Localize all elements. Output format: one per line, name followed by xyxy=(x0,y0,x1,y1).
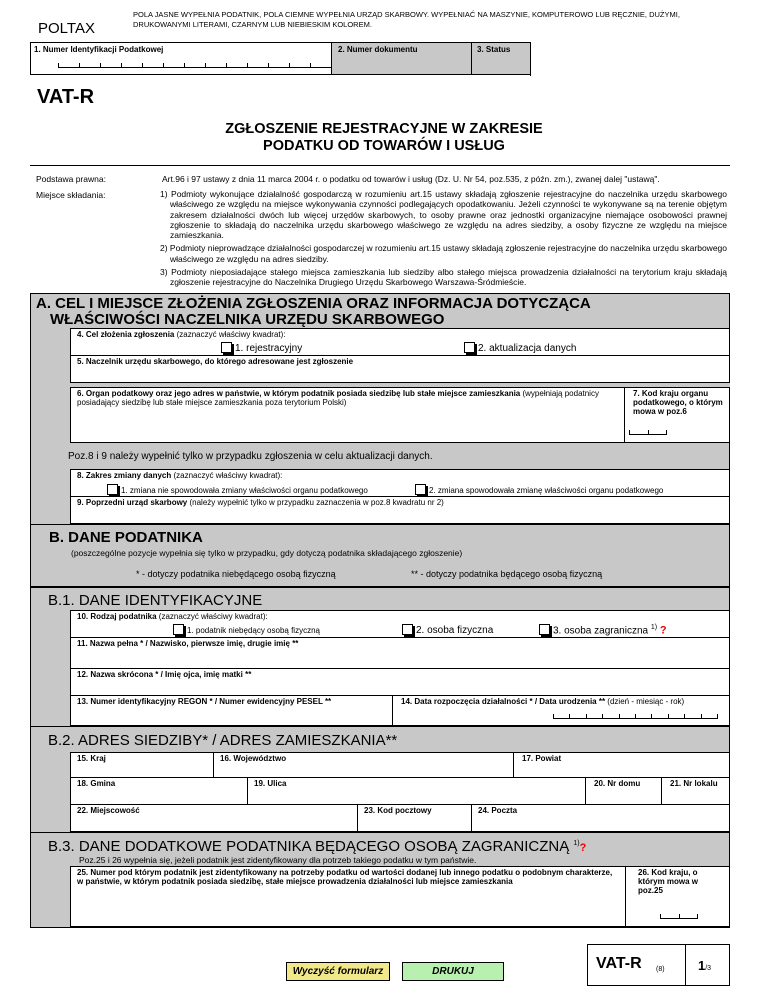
option-change[interactable]: 2. zmiana spowodowała zmianę właściwości organu podatkowego xyxy=(415,484,663,495)
field-13-regon-pesel[interactable]: 13. Numer identyfikacyjny REGON * / Numer ewidencyjny PESEL ** xyxy=(70,696,393,726)
option-update[interactable]: 2. aktualizacja danych xyxy=(464,342,576,354)
country-code-ticks xyxy=(629,430,667,435)
place-text: 1) Podmioty wykonujące działalność gospodarczą w rozumieniu art.15 ustawy składają zgłoszenie rejestracyjne do naczelnika urzędu skarbowego właściwego ze względu na miejsce wykonywania czynności podlegających opodatkowaniu. Jeżeli czynności te wykonywane są na terenie objętym zakresem działalności dwóch lub więcej urzędów skarbowych, to osoby prawne oraz jednostki organizacyjne niemające osobowości prawnej zgłoszenie to składają do naczelnika urzędu skarbowego właściwego ze względu na adres siedziby, a osoby fizyczne ze względu na miejsce zamieszkania. 2) Podmioty nieprowadzące działalności gospodarczej w rozumieniu art.15 ustawy składają zgłoszenie rejestracyjne do naczelnika urzędu skarbowego właściwego ze względu na adres siedziby. 3) Podmioty nieposiadające stałego miejsca zamieszkania lub siedziby albo stałego miejsca prowadzenia działalności na terytorium kraju składają zgłoszenie rejestracyjne do Naczelnika Drugiego Urzędu Skarbowego Warszawa-Śródmieście. xyxy=(160,189,727,288)
section-b3-title: B.3. DANE DODATKOWE PODATNIKA BĘDĄCEGO OSOBĄ ZAGRANICZNĄ $^{1)}$? xyxy=(48,838,587,855)
country-code-ticks xyxy=(660,914,698,919)
brand-logo: POLTAX xyxy=(38,20,95,37)
option-nonperson[interactable]: 1. podatnik niebędący osobą fizyczną xyxy=(173,624,320,635)
place-label: Miejsce składania: xyxy=(36,190,106,200)
field-20-house-number[interactable]: 20. Nr domu xyxy=(586,778,662,805)
legal-section xyxy=(30,165,730,293)
option-registration[interactable]: 1. rejestracyjny xyxy=(221,342,302,354)
section-b-title: B. DANE PODATNIKA xyxy=(49,529,203,546)
date-ticks xyxy=(553,714,718,719)
field-15-country[interactable]: 15. Kraj xyxy=(70,752,214,778)
field-14-date[interactable]: 14. Data rozpoczęcia działalności * / Data urodzenia ** (dzień - miesiąc - rok) xyxy=(393,696,730,726)
section-b3-note: Poz.25 i 26 wypełnia się, jeżeli podatnik jest zidentyfikowany dla potrzeb takiego podatku w tym państwie. xyxy=(79,855,477,865)
field-24-post-office[interactable]: 24. Poczta xyxy=(472,805,730,832)
fill-instructions: POLA JASNE WYPEŁNIA PODATNIK, POLA CIEMNE WYPEŁNIA URZĄD SKARBOWY. WYPEŁNIAĆ NA MASZYNIE, KOMPUTEROWO LUB RĘCZNIE, DUŻYMI, DRUKOWANYMI LITERAMI, CZARNYM LUB NIEBIESKIM KOLOREM. xyxy=(133,10,680,29)
legend-person: ** - dotyczy podatnika będącego osobą fizyczną xyxy=(411,569,603,579)
field-4-purpose: 4. Cel złożenia zgłoszenia (zaznaczyć właściwy kwadrat): 1. rejestracyjny 2. aktualizacja danych xyxy=(70,328,730,356)
nip-tick-boxes xyxy=(58,63,332,68)
checkbox-icon[interactable] xyxy=(221,342,232,353)
section-b xyxy=(30,525,730,587)
page-number: 1/3 xyxy=(698,958,712,973)
field-16-voivodeship[interactable]: 16. Województwo xyxy=(214,752,514,778)
field-7-country-code[interactable]: 7. Kod kraju organu podatkowego, o którym mowa w poz.6 xyxy=(625,387,730,443)
section-b-subtitle: (poszczególne pozycje wypełnia się tylko w przypadku, gdy dotyczą podatnika składającego zgłoszenie) xyxy=(71,548,463,558)
help-question-icon[interactable]: ? xyxy=(579,842,587,854)
section-b1-title: B.1. DANE IDENTYFIKACYJNE xyxy=(48,592,263,609)
status-label: 3. Status xyxy=(477,45,511,54)
checkbox-icon[interactable] xyxy=(415,484,426,495)
field-26-country-code[interactable]: 26. Kod kraju, o którym mowa w poz.25 xyxy=(626,866,730,927)
checkbox-icon[interactable] xyxy=(173,624,184,635)
help-question-icon[interactable]: ? xyxy=(659,624,667,637)
form-code: VAT-R xyxy=(37,86,95,108)
doc-number-label: 2. Numer dokumentu xyxy=(338,45,418,54)
clear-form-button[interactable]: Wyczyść formularz xyxy=(286,962,390,981)
nip-label: 1. Numer Identyfikacji Podatkowej xyxy=(34,45,164,54)
section-a-title: A. CEL I MIEJSCE ZŁOŻENIA ZGŁOSZENIA ORAZ INFORMACJA DOTYCZĄCA WŁAŚCIWOŚCI NACZELNIKA URZĘDU SKARBOWEGO xyxy=(36,295,591,328)
field-18-commune[interactable]: 18. Gmina xyxy=(70,778,248,805)
basis-label: Podstawa prawna: xyxy=(36,174,106,184)
field-21-apartment[interactable]: 21. Nr lokalu xyxy=(662,778,730,805)
field-5-office[interactable]: 5. Naczelnik urzędu skarbowego, do którego adresowane jest zgłoszenie xyxy=(70,356,730,383)
field-11-full-name[interactable]: 11. Nazwa pełna * / Nazwisko, pierwsze imię, drugie imię ** xyxy=(70,638,730,669)
checkbox-icon[interactable] xyxy=(539,624,550,635)
option-no-change[interactable]: 1. zmiana nie spowodowała zmiany właściwości organu podatkowego xyxy=(107,484,368,495)
field-9-previous-office[interactable]: 9. Poprzedni urząd skarbowy (należy wypełnić tylko w przypadku zaznaczenia w poz.8 kwadratu nr 2) xyxy=(70,497,730,524)
field-17-county[interactable]: 17. Powiat xyxy=(514,752,730,778)
basis-text: Art.96 i 97 ustawy z dnia 11 marca 2004 r. o podatku od towarów i usług (Dz. U. Nr 54, poz.535, z późn. zm.), zwanej dalej "ustawą". xyxy=(162,174,660,184)
form-title: ZGŁOSZENIE REJESTRACYJNE W ZAKRESIE PODATKU OD TOWARÓW I USŁUG xyxy=(225,121,543,154)
divider xyxy=(530,42,531,76)
field-12-short-name[interactable]: 12. Nazwa skrócona * / Imię ojca, imię matki ** xyxy=(70,669,730,696)
field-6-tax-authority[interactable]: 6. Organ podatkowy oraz jego adres w państwie, w którym podatnik posiada siedzibę lub stałe miejsce zamieszkania (wypełniają podatnicy posiadający siedzibę lub stałe miejsce zamieszkania poza terytorium Polski) xyxy=(70,387,625,443)
legend-nonperson: * - dotyczy podatnika niebędącego osobą fizyczną xyxy=(136,569,336,579)
update-note: Poz.8 i 9 należy wypełnić tylko w przypadku zgłoszenia w celu aktualizacji danych. xyxy=(68,451,433,462)
form-version: VAT-R (8) xyxy=(588,945,686,985)
nip-field[interactable] xyxy=(31,43,332,74)
checkbox-icon[interactable] xyxy=(402,624,413,635)
field-19-street[interactable]: 19. Ulica xyxy=(248,778,586,805)
field-10-taxpayer-type: 10. Rodzaj podatnika (zaznaczyć właściwy kwadrat): 1. podatnik niebędący osobą fizyczną 2. osoba fizyczna 3. osoba zagraniczna $^{1)}$ ? xyxy=(70,610,730,638)
checkbox-icon[interactable] xyxy=(107,484,118,495)
field-25-vat-id[interactable]: 25. Numer pod którym podatnik jest zidentyfikowany na potrzeby podatku od wartości dodanej lub innego podatku o podobnym charakterze, w państwie, w którym podatnik posiada siedzibę, stałe miejsce prowadzenia działalności lub miejsce zamieszkania xyxy=(70,866,626,927)
section-b2-title: B.2. ADRES SIEDZIBY* / ADRES ZAMIESZKANIA** xyxy=(48,732,398,749)
field-23-postal-code[interactable]: 23. Kod pocztowy xyxy=(358,805,472,832)
checkbox-icon[interactable] xyxy=(464,342,475,353)
option-foreign[interactable]: 3. osoba zagraniczna $^{1)}$ ? xyxy=(539,624,667,636)
field-22-town[interactable]: 22. Miejscowość xyxy=(70,805,358,832)
form-page-box xyxy=(587,944,730,986)
divider xyxy=(471,43,472,75)
field-8-change-scope: 8. Zakres zmiany danych (zaznaczyć właściwy kwadrat): 1. zmiana nie spowodowała zmiany właściwości organu podatkowego 2. zmiana spowodowała zmianę właściwości organu podatkowego xyxy=(70,469,730,497)
option-person[interactable]: 2. osoba fizyczna xyxy=(402,624,493,636)
print-button[interactable]: DRUKUJ xyxy=(402,962,504,981)
